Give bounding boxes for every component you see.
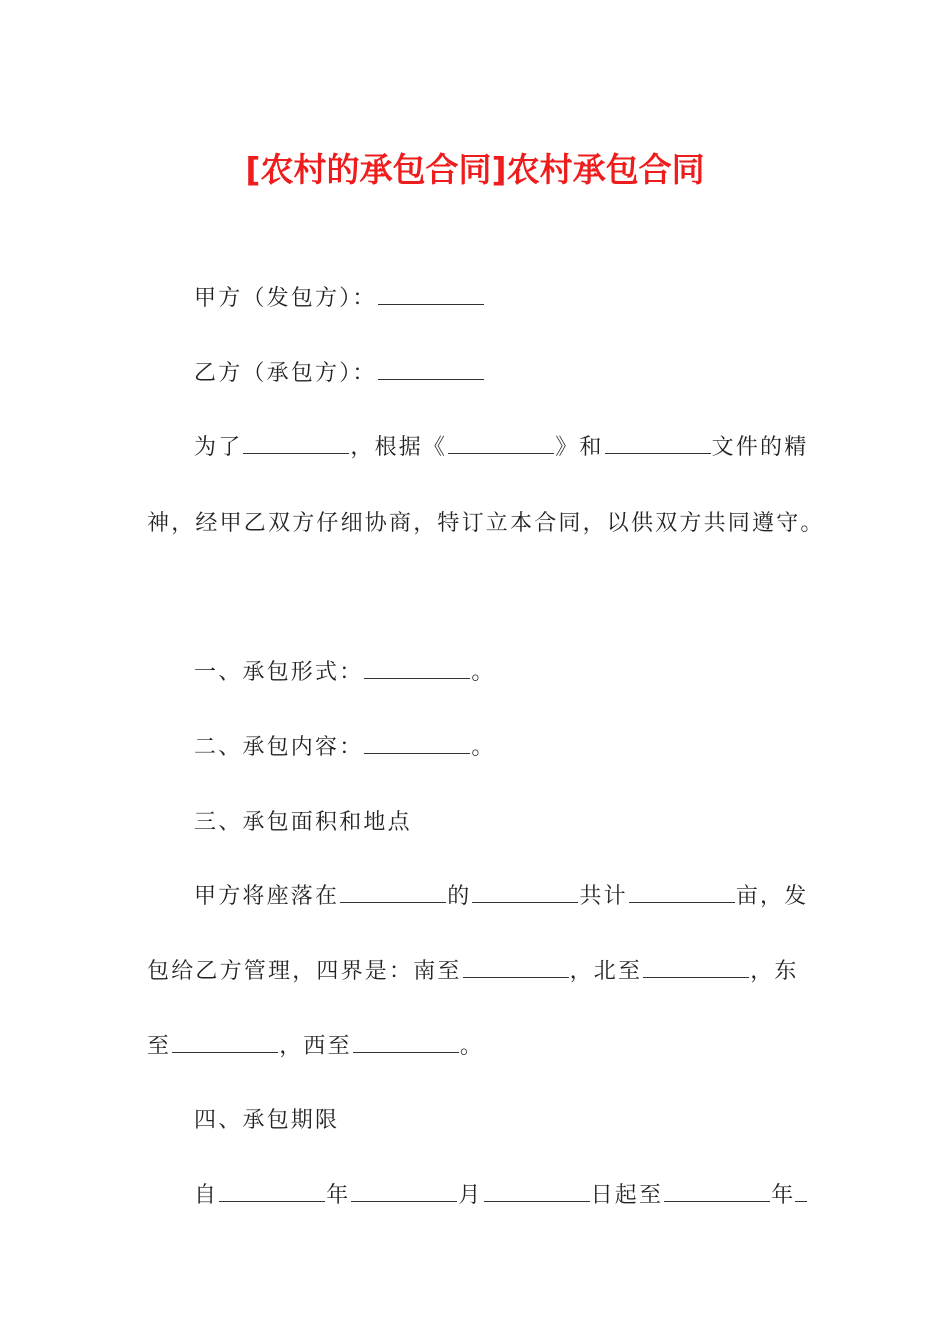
section-1-label: 一、承包形式： xyxy=(194,660,364,685)
land-type-blank[interactable] xyxy=(472,901,578,903)
party-a-blank[interactable] xyxy=(378,303,484,305)
section-4-line-1 xyxy=(194,1181,807,1211)
term-text-4: 日起至 xyxy=(590,1183,664,1208)
location-blank[interactable] xyxy=(340,901,446,903)
term-text-5: 年 xyxy=(771,1183,796,1208)
intro-blank-purpose[interactable] xyxy=(243,452,349,454)
term-text-1: 自 xyxy=(194,1183,219,1208)
party-a-label: 甲方（发包方）： xyxy=(194,286,377,311)
section-3-line-2 xyxy=(147,957,799,987)
east-boundary-blank[interactable] xyxy=(172,1051,278,1053)
section-1-line xyxy=(194,658,496,688)
start-year-blank[interactable] xyxy=(219,1200,325,1202)
intro-text-4: 文件的精 xyxy=(711,435,809,460)
west-boundary-blank[interactable] xyxy=(353,1051,459,1053)
document-title: [农村的承包合同]农村承包合同 xyxy=(245,150,705,189)
section-2-line xyxy=(194,733,496,763)
section-3-heading: 三、承包面积和地点 xyxy=(194,810,412,835)
term-text-3: 月 xyxy=(458,1183,483,1208)
south-boundary-blank[interactable] xyxy=(463,976,569,978)
section-2-blank[interactable] xyxy=(364,752,470,754)
section-2-label: 二、承包内容： xyxy=(194,735,364,760)
area-blank[interactable] xyxy=(629,901,735,903)
location-text-4: 亩，发 xyxy=(735,884,809,909)
party-a-line xyxy=(194,284,485,314)
boundary-text-3: ，东 xyxy=(750,959,799,984)
intro-text-1: 为了 xyxy=(194,435,243,460)
party-b-blank[interactable] xyxy=(378,378,484,380)
intro-line-1 xyxy=(194,433,808,463)
section-2-end: 。 xyxy=(471,735,496,760)
intro-line-2: 神，经甲乙双方仔细协商，特订立本合同，以供双方共同遵守。 xyxy=(147,511,825,536)
intro-text-2: ，根据《 xyxy=(350,435,448,460)
section-4-heading: 四、承包期限 xyxy=(194,1108,340,1133)
north-boundary-blank[interactable] xyxy=(643,976,749,978)
intro-text-3: 》和 xyxy=(555,435,604,460)
boundary-text-1: 包给乙方管理，四界是：南至 xyxy=(147,959,462,984)
section-1-blank[interactable] xyxy=(364,677,470,679)
start-month-blank[interactable] xyxy=(351,1200,457,1202)
section-1-end: 。 xyxy=(471,660,496,685)
boundary-text-4: 至 xyxy=(147,1034,172,1059)
boundary-text-5: ，西至 xyxy=(279,1034,352,1059)
start-day-blank[interactable] xyxy=(484,1200,590,1202)
end-year-blank[interactable] xyxy=(664,1200,770,1202)
end-month-blank[interactable] xyxy=(795,1200,807,1202)
party-b-line xyxy=(194,359,485,389)
location-text-1: 甲方将座落在 xyxy=(194,884,340,909)
location-text-3: 共计 xyxy=(579,884,628,909)
boundary-text-2: ，北至 xyxy=(569,959,643,984)
section-3-line-3 xyxy=(147,1032,484,1062)
term-text-2: 年 xyxy=(326,1183,351,1208)
boundary-text-6: 。 xyxy=(459,1034,485,1059)
section-3-line-1 xyxy=(194,882,808,912)
intro-blank-law[interactable] xyxy=(448,452,554,454)
intro-blank-document[interactable] xyxy=(605,452,711,454)
location-text-2: 的 xyxy=(447,884,472,909)
party-b-label: 乙方（承包方）： xyxy=(194,361,377,386)
